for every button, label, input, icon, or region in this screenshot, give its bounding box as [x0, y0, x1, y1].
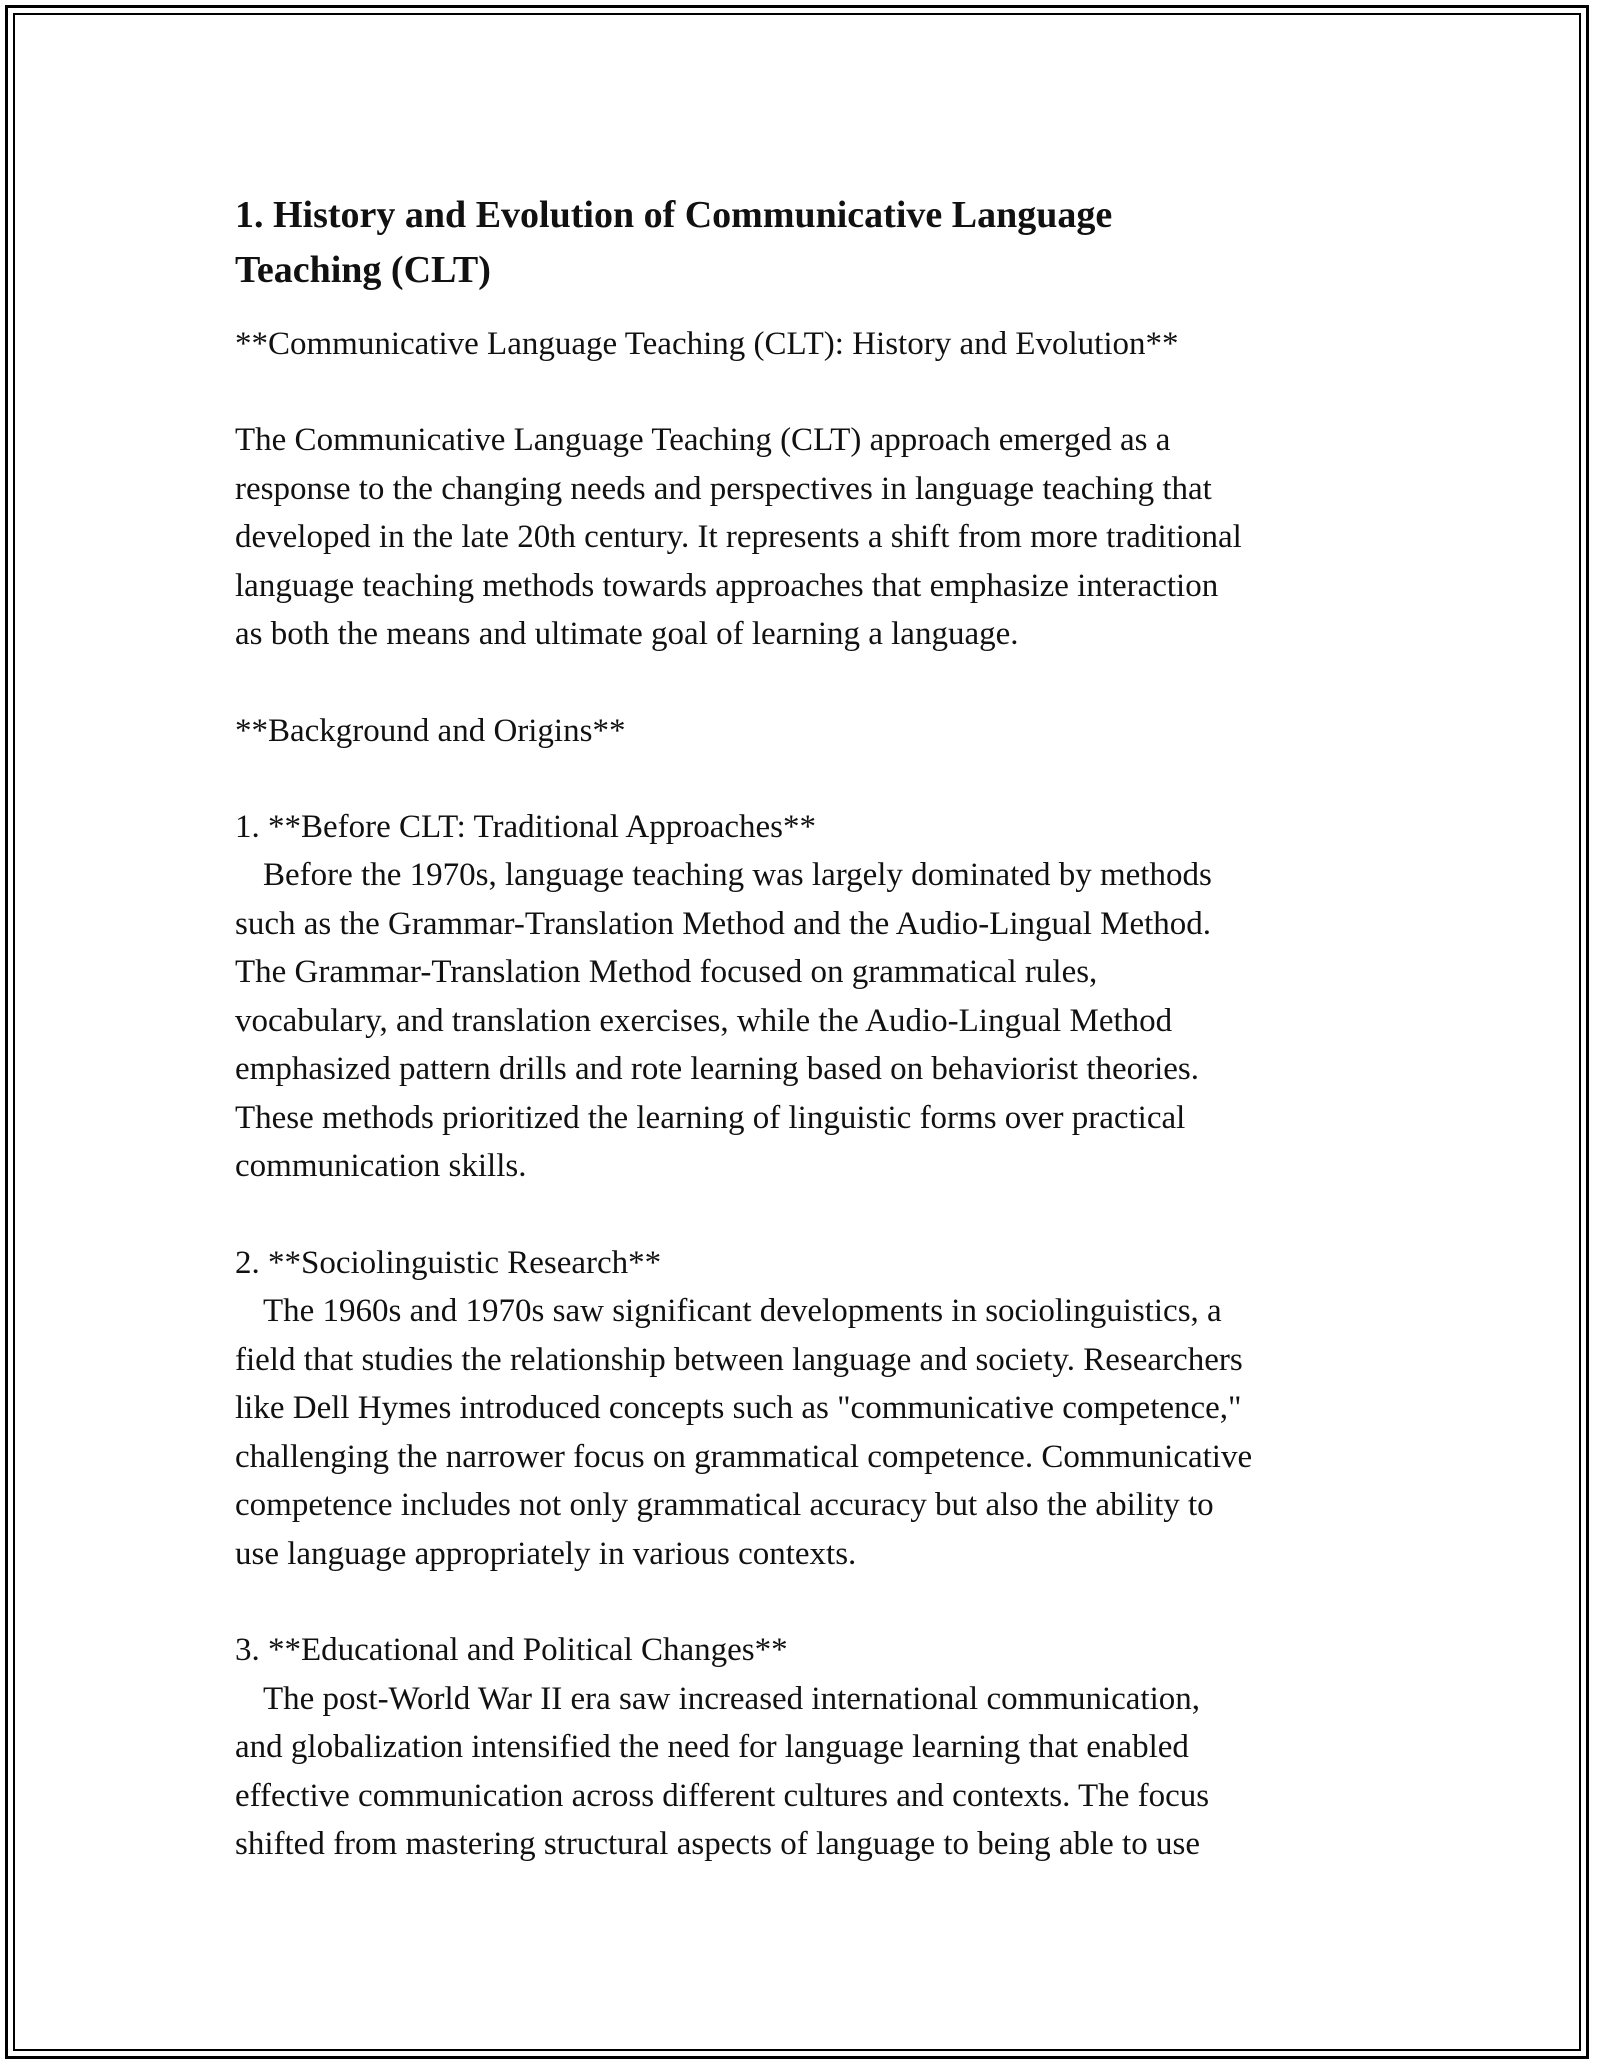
- paragraph-line: Before the 1970s, language teaching was largely dominated by methods: [263, 857, 1212, 893]
- paragraph-line: developed in the late 20th century. It represents a shift from more traditional: [235, 519, 1242, 555]
- paragraph-line: such as the Grammar-Translation Method and the Audio-Lingual Method.: [235, 905, 1212, 942]
- paragraph-line: as both the means and ultimate goal of learning a language.: [235, 616, 1019, 652]
- list-item-sociolinguistic-research: [235, 1239, 1370, 1579]
- section-heading-background: **Background and Origins**: [235, 712, 626, 749]
- document-title: [235, 188, 1370, 298]
- list-item-heading: 2. **Sociolinguistic Research**: [235, 1244, 662, 1281]
- document-page: [235, 188, 1370, 1869]
- document-subtitle: **Communicative Language Teaching (CLT): History and Evolution**: [235, 326, 1179, 362]
- paragraph-line: challenging the narrower focus on grammatical competence. Communicative: [235, 1438, 1253, 1475]
- paragraph-line: like Dell Hymes introduced concepts such as "communicative competence,": [235, 1390, 1242, 1426]
- list-item-body: [235, 1675, 1370, 1869]
- paragraph-line: The 1960s and 1970s saw significant developments in sociolinguistics, a: [263, 1293, 1222, 1329]
- title-line: Teaching (CLT): [235, 249, 491, 291]
- paragraph-line: language teaching methods towards approaches that emphasize interaction: [235, 567, 1219, 604]
- paragraph-line: shifted from mastering structural aspects of language to being able to use: [235, 1826, 1200, 1862]
- paragraph-line: The post-World War II era saw increased international communication,: [263, 1680, 1200, 1717]
- paragraph-line: use language appropriately in various contexts.: [235, 1535, 857, 1572]
- list-item-heading: 3. **Educational and Political Changes**: [235, 1632, 788, 1668]
- paragraph-line: effective communication across different cultures and contexts. The focus: [235, 1777, 1210, 1814]
- list-item-educational-political-changes: [235, 1626, 1370, 1869]
- paragraph-line: response to the changing needs and perspectives in language teaching that: [235, 470, 1212, 507]
- paragraph-line: The Communicative Language Teaching (CLT) approach emerged as a: [235, 422, 1171, 458]
- paragraph-line: emphasized pattern drills and rote learning based on behaviorist theories.: [235, 1051, 1200, 1087]
- paragraph-line: The Grammar-Translation Method focused on grammatical rules,: [235, 954, 1098, 990]
- title-line: 1. History and Evolution of Communicative Language: [235, 194, 1113, 236]
- paragraph-line: vocabulary, and translation exercises, while the Audio-Lingual Method: [235, 1002, 1173, 1039]
- paragraph-line: competence includes not only grammatical accuracy but also the ability to: [235, 1487, 1214, 1523]
- list-item-heading: 1. **Before CLT: Traditional Approaches**: [235, 808, 816, 845]
- paragraph-line: These methods prioritized the learning of linguistic forms over practical: [235, 1099, 1186, 1136]
- paragraph-line: communication skills.: [235, 1148, 527, 1184]
- list-item-body: [235, 851, 1370, 1191]
- intro-paragraph: [235, 416, 1370, 659]
- list-item-body: [235, 1287, 1370, 1578]
- paragraph-line: field that studies the relationship between language and society. Researchers: [235, 1341, 1243, 1378]
- paragraph-line: and globalization intensified the need for language learning that enabled: [235, 1729, 1189, 1765]
- list-item-traditional-approaches: [235, 803, 1370, 1191]
